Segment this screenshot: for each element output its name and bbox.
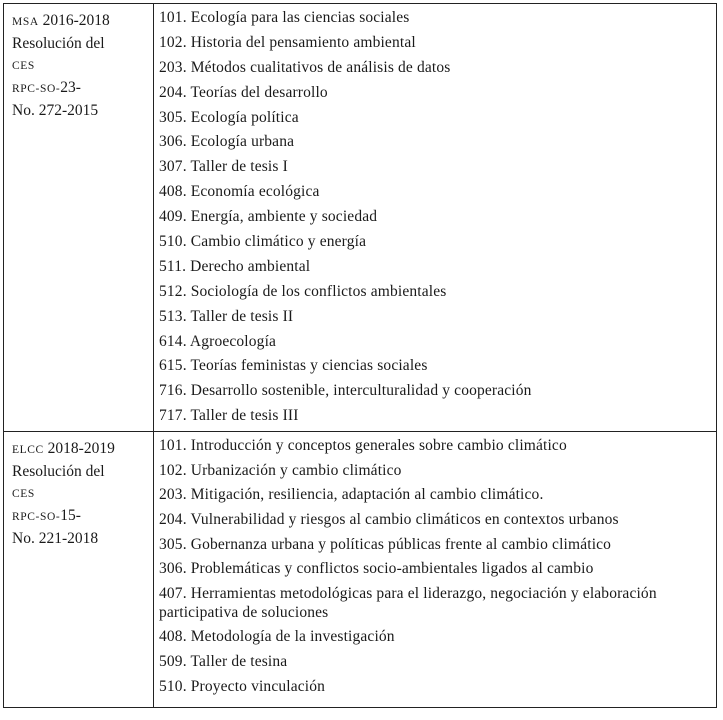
resolution-number: No. 272-2015 — [12, 102, 99, 119]
courses-cell-msa — [154, 4, 717, 432]
table-row-elcc — [4, 432, 717, 708]
course-item: 510. Cambio climático y energía — [159, 233, 367, 251]
course-item: 305. Gobernanza urbana y políticas públicas frente al cambio climático — [159, 535, 612, 553]
course-item: 204. Vulnerabilidad y riesgos al cambio climáticos en contextos urbanos — [159, 511, 619, 529]
program-code: MSA — [12, 16, 39, 28]
program-years: 2018-2019 — [47, 440, 115, 458]
rpc-prefix: RPC-SO- — [12, 511, 61, 524]
course-item: 409. Energía, ambiente y sociedad — [159, 208, 378, 226]
course-item: 203. Métodos cualitativos de análisis de datos — [159, 58, 451, 76]
course-item: 306. Ecología urbana — [159, 133, 295, 151]
program-courses-table — [3, 3, 717, 708]
course-item: 408. Economía ecológica — [159, 183, 320, 201]
course-item: 102. Urbanización y cambio climático — [159, 461, 402, 479]
course-item: 305. Ecología política — [159, 108, 299, 126]
courses-cell-elcc — [154, 432, 717, 708]
course-item: 101. Introducción y conceptos generales sobre cambio climático — [159, 437, 567, 455]
course-item: 513. Taller de tesis II — [159, 307, 294, 325]
rpc-prefix: RPC-SO- — [12, 83, 61, 95]
resolution-label: Resolución del — [12, 463, 105, 481]
course-item: 614. Agroecología — [159, 332, 277, 350]
rpc-number: 23- — [60, 79, 81, 96]
course-item: 408. Metodología de la investigación — [159, 628, 395, 646]
course-item: 407. Herramientas metodológicas para el liderazgo, negociación y elaboración participativa de soluciones — [159, 584, 657, 621]
program-years: 2016-2018 — [42, 12, 110, 29]
course-item: 102. Historia del pensamiento ambiental — [159, 33, 416, 51]
course-item: 203. Mitigación, resiliencia, adaptación al cambio climático. — [159, 486, 544, 504]
course-item: 101. Ecología para las ciencias sociales — [159, 9, 410, 26]
rpc-code — [12, 77, 147, 100]
course-item: 306. Problemáticas y conflictos socio-ambientales ligados al cambio — [159, 560, 594, 578]
program-cell-elcc — [4, 432, 154, 708]
course-item: 510. Proyecto vinculación — [159, 677, 326, 695]
rpc-code — [12, 505, 147, 528]
program-cell-msa — [4, 4, 154, 432]
resolution-org: CES — [12, 60, 35, 72]
resolution-number: No. 221-2018 — [12, 530, 99, 548]
course-item: 512. Sociología de los conflictos ambientales — [159, 282, 447, 300]
table-row-msa — [4, 4, 717, 432]
course-item: 716. Desarrollo sostenible, interculturalidad y cooperación — [159, 382, 532, 400]
course-item: 307. Taller de tesis I — [159, 158, 288, 176]
program-title — [12, 438, 147, 461]
course-item: 511. Derecho ambiental — [159, 257, 311, 275]
program-title — [12, 10, 147, 33]
resolution-org: CES — [12, 488, 35, 501]
course-item: 509. Taller de tesina — [159, 653, 288, 670]
program-code: ELCC — [12, 444, 44, 457]
rpc-number: 15- — [60, 507, 81, 525]
course-item: 717. Taller de tesis III — [159, 407, 299, 425]
course-item: 615. Teorías feministas y ciencias sociales — [159, 357, 428, 375]
course-item: 204. Teorías del desarrollo — [159, 83, 328, 101]
resolution-label: Resolución del — [12, 35, 105, 52]
